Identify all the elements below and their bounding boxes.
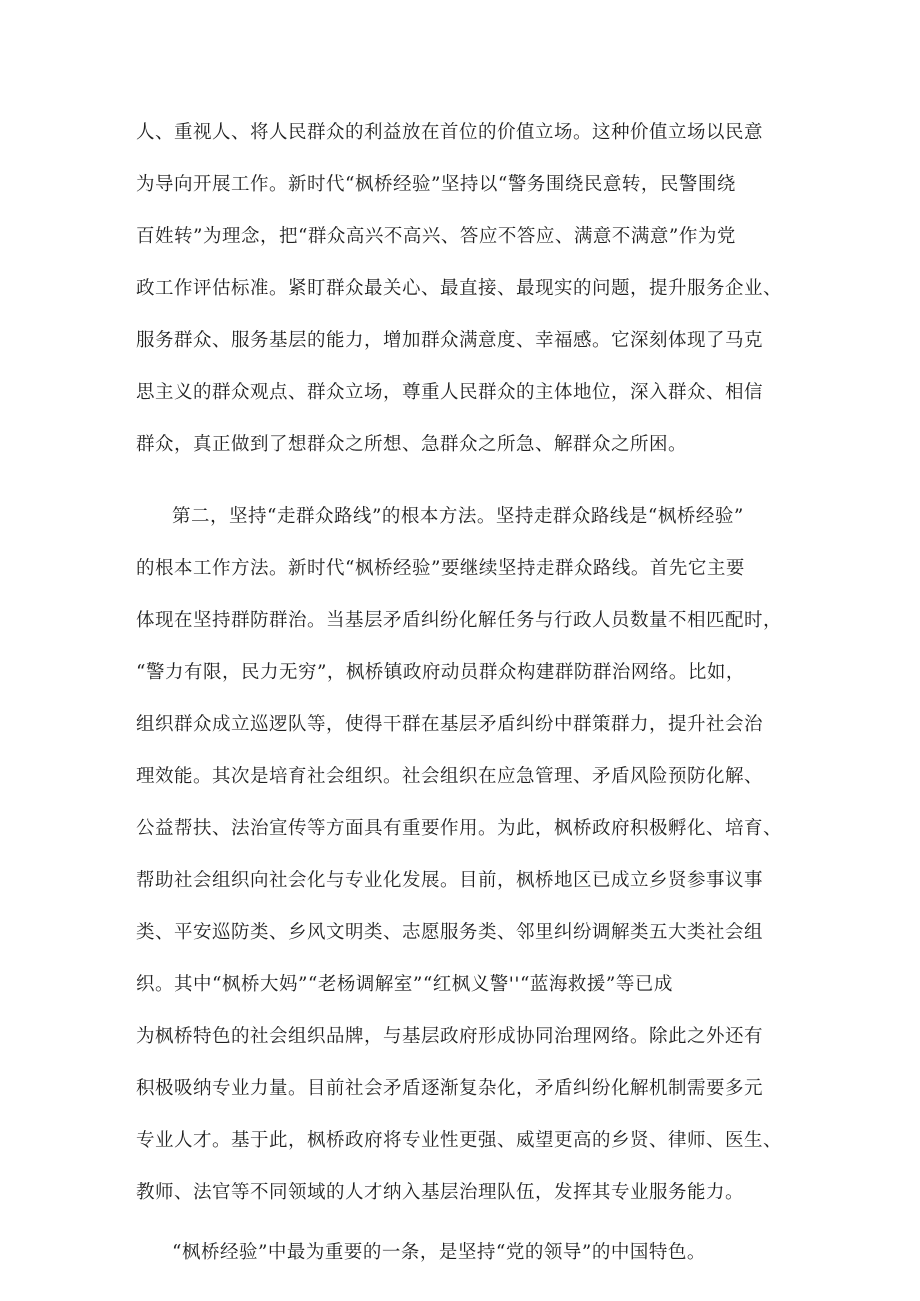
paragraph-1-line: 人、重视人、将人民群众的利益放在首位的价值立场。这种价值立场以民意 bbox=[136, 122, 764, 143]
paragraph-2-line: 积极吸纳专业力量。目前社会矛盾逐渐复杂化，矛盾纠纷化解机制需要多元 bbox=[136, 1078, 764, 1099]
paragraph-2-line: 理效能。其次是培育社会组织。社会组织在应急管理、矛盾风险预防化解、 bbox=[136, 766, 764, 787]
paragraph-1-line: 群众，真正做到了想群众之所想、急群众之所急、解群众之所困。 bbox=[136, 434, 688, 455]
paragraph-2-line: 体现在坚持群防群治。当基层矛盾纠纷化解任务与行政人员数量不相匹配时， bbox=[136, 610, 783, 631]
paragraph-1-line: 百姓转”为理念，把“群众高兴不高兴、答应不答应、满意不满意”作为党 bbox=[136, 226, 736, 247]
paragraph-2-line: 织。其中“枫桥大妈”“老杨调解室”“红枫义警''“蓝海救援”等已成 bbox=[136, 974, 673, 995]
paragraph-2-line: 公益帮扶、法治宣传等方面具有重要作用。为此，枫桥政府积极孵化、培育、 bbox=[136, 818, 783, 839]
paragraph-2-line: 组织群众成立巡逻队等，使得干群在基层矛盾纠纷中群策群力，提升社会治 bbox=[136, 714, 764, 735]
paragraph-2-line: 为枫桥特色的社会组织品牌，与基层政府形成协同治理网络。除此之外还有 bbox=[136, 1026, 764, 1047]
paragraph-2-line: 类、平安巡防类、乡风文明类、志愿服务类、邻里纠纷调解类五大类社会组 bbox=[136, 922, 764, 943]
paragraph-2-line: 专业人才。基于此，枫桥政府将专业性更强、威望更高的乡贤、律师、医生、 bbox=[136, 1130, 783, 1151]
paragraph-2-line: “警力有限，民力无穷”，枫桥镇政府动员群众构建群防群治网络。比如， bbox=[136, 662, 745, 683]
paragraph-2-line: 帮助社会组织向社会化与专业化发展。目前，枫桥地区已成立乡贤参事议事 bbox=[136, 870, 764, 891]
paragraph-2-line: 教师、法官等不同领域的人才纳入基层治理队伍，发挥其专业服务能力。 bbox=[136, 1182, 745, 1203]
paragraph-1-line: 思主义的群众观点、群众立场，尊重人民群众的主体地位，深入群众、相信 bbox=[136, 382, 764, 403]
paragraph-2-line: 第二，坚持“走群众路线”的根本方法。坚持走群众路线是“枫桥经验” bbox=[172, 506, 744, 527]
paragraph-2-line: 的根本工作方法。新时代“枫桥经验”要继续坚持走群众路线。首先它主要 bbox=[136, 558, 745, 579]
paragraph-1-line: 政工作评估标准。紧盯群众最关心、最直接、最现实的问题，提升服务企业、 bbox=[136, 278, 783, 299]
paragraph-1-line: 服务群众、服务基层的能力，增加群众满意度、幸福感。它深刻体现了马克 bbox=[136, 330, 764, 351]
paragraph-1-line: 为导向开展工作。新时代“枫桥经验”坚持以“警务围绕民意转，民警围绕 bbox=[136, 174, 736, 195]
paragraph-3-line: “枫桥经验”中最为重要的一条，是坚持“党的领导”的中国特色。 bbox=[172, 1242, 706, 1263]
